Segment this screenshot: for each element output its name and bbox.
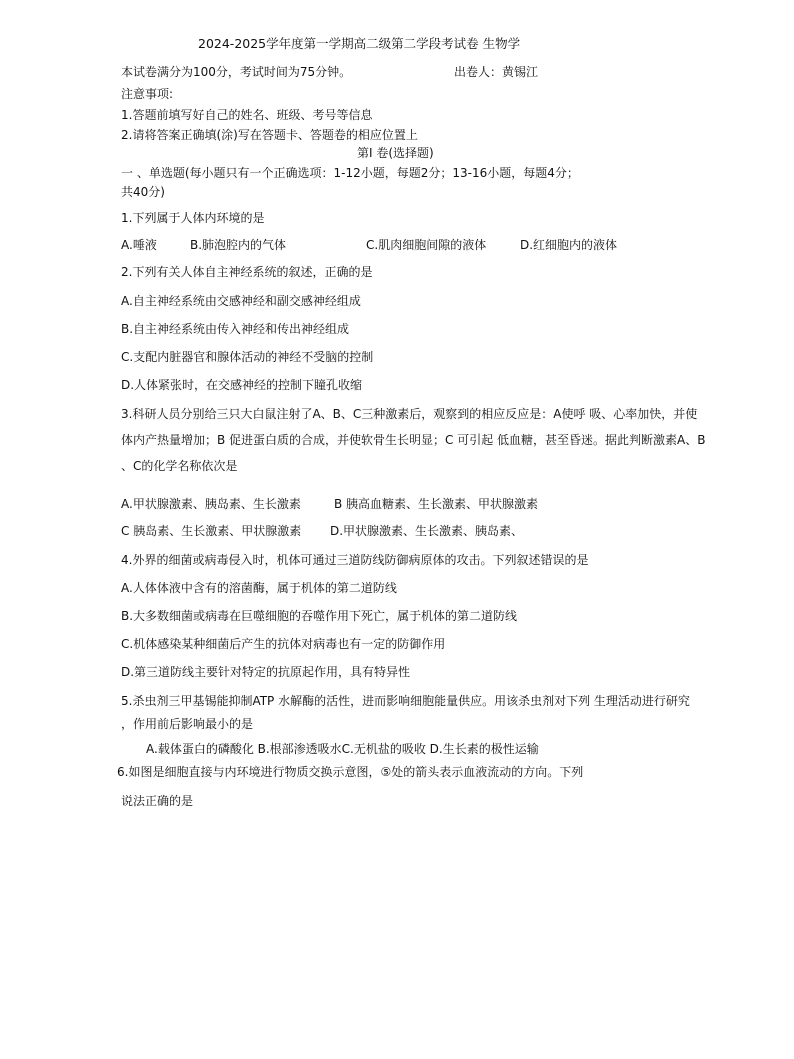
answer-option: B.大多数细菌或病毒在巨噬细胞的吞噬作用下死亡，属于机体的第二道防线 bbox=[121, 609, 518, 623]
question-stem: 5.杀虫剂三甲基锡能抑制ATP 水解酶的活性，进而影响细胞能量供应。用该杀虫剂对下列 生理活动进行研究 bbox=[121, 694, 690, 708]
answer-options-inline: A.载体蛋白的磷酸化 B.根部渗透吸水C.无机盐的吸收 D.生长素的极性运输 bbox=[146, 742, 539, 756]
answer-option: C.支配内脏器官和腺体活动的神经不受脑的控制 bbox=[121, 350, 374, 364]
question-stem: 3.科研人员分别给三只大白鼠注射了A、B、C三种激素后，观察到的相应反应是：A使呼 吸、心率加快，并使 bbox=[121, 407, 698, 421]
question-stem: 6.如图是细胞直接与内环境进行物质交换示意图，⑤处的箭头表示血液流动的方向。下列 bbox=[117, 765, 584, 779]
section-instruction: 一 、单选题(每小题只有一个正确选项：1-12小题，每题2分；13-16小题，每题4分； bbox=[121, 166, 579, 180]
question-stem: 2.下列有关人体自主神经系统的叙述，正确的是 bbox=[121, 265, 373, 279]
answer-option: A.唾液 bbox=[121, 238, 157, 252]
answer-option: D.甲状腺激素、生长激素、胰岛素、 bbox=[330, 524, 524, 538]
answer-option: D.红细胞内的液体 bbox=[520, 238, 618, 252]
question-stem: 说法正确的是 bbox=[121, 794, 194, 808]
section-title: 第I 卷(选择题) bbox=[357, 146, 434, 160]
answer-option: D.第三道防线主要针对特定的抗原起作用，具有特异性 bbox=[121, 665, 411, 679]
question-stem: 1.下列属于人体内环境的是 bbox=[121, 211, 265, 225]
answer-option: B.肺泡腔内的气体 bbox=[190, 238, 287, 252]
answer-option: A.甲状腺激素、胰岛素、生长激素 bbox=[121, 497, 301, 511]
section-instruction: 共40分) bbox=[121, 185, 165, 199]
answer-option: A.自主神经系统由交感神经和副交感神经组成 bbox=[121, 294, 361, 308]
answer-option: B.自主神经系统由传入神经和传出神经组成 bbox=[121, 322, 350, 336]
question-stem: 4.外界的细菌或病毒侵入时，机体可通过三道防线防御病原体的攻击。下列叙述错误的是 bbox=[121, 553, 589, 567]
exam-duration-info: 本试卷满分为100分，考试时间为75分钟。 bbox=[121, 65, 352, 79]
notice-item: 1.答题前填写好自己的姓名、班级、考号等信息 bbox=[121, 108, 373, 122]
question-stem: 、C的化学名称依次是 bbox=[121, 459, 238, 473]
question-stem: 体内产热量增加；B 促进蛋白质的合成，并使软骨生长明显；C 可引起 低血糖，甚至昏迷。据此判断激素A、B bbox=[121, 433, 706, 447]
notice-heading: 注意事项: bbox=[121, 87, 174, 101]
answer-option: C 胰岛素、生长激素、甲状腺激素 bbox=[121, 524, 302, 538]
answer-option: D.人体紧张时，在交感神经的控制下瞳孔收缩 bbox=[121, 378, 363, 392]
answer-option: A.人体体液中含有的溶菌酶，属于机体的第二道防线 bbox=[121, 581, 397, 595]
exam-info-line bbox=[121, 64, 351, 80]
exam-title: 2024-2025学年度第一学期高二级第二学段考试卷 生物学 bbox=[198, 36, 521, 51]
question-stem: ，作用前后影响最小的是 bbox=[121, 717, 254, 731]
exam-author: 出卷人：黄锡江 bbox=[454, 65, 539, 79]
answer-option: C.肌肉细胞间隙的液体 bbox=[366, 238, 487, 252]
answer-option: C.机体感染某种细菌后产生的抗体对病毒也有一定的防御作用 bbox=[121, 637, 446, 651]
notice-item: 2.请将答案正确填(涂)写在答题卡、答题卷的相应位置上 bbox=[121, 128, 418, 142]
answer-option: B 胰高血糖素、生长激素、甲状腺激素 bbox=[334, 497, 539, 511]
